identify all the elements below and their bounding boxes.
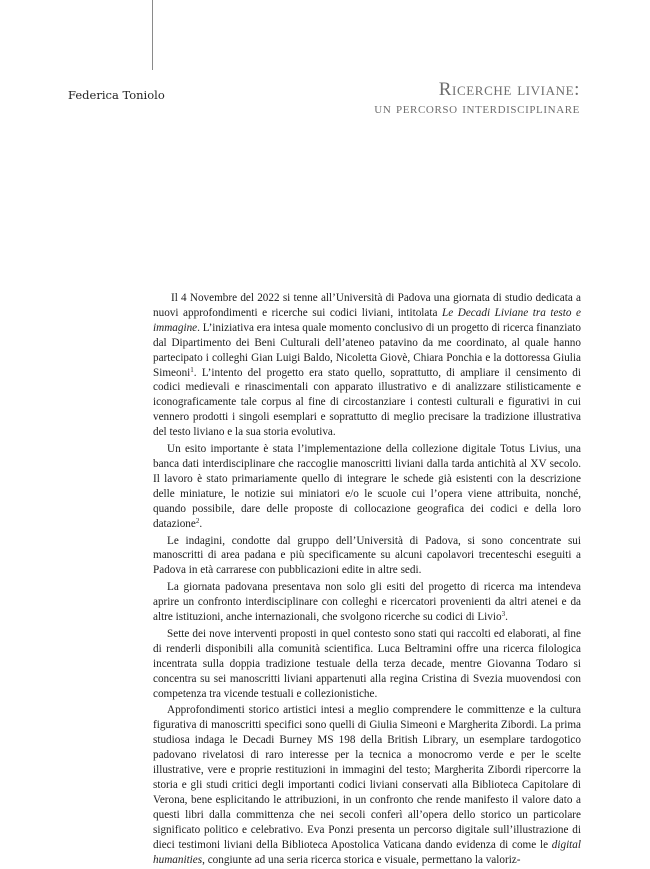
text-run: . L’intento del progetto era stato quello, soprattutto, di ampliare il censimento di codici medievali e rinascimentali con apparato illustrativo e di analizzare stilisticamente e iconograficamente tale corpus al fine di circostanziare i contesti culturali e figurativi in cui vennero prodotti i singoli esemplari e soprattutto di meglio precisare la tradizione illustrativa del testo liviano e la sua storia evolutiva. [153,366,581,439]
paragraph-5 [153,627,581,702]
footnote-ref[interactable]: 2 [195,516,200,525]
text-run: , congiunte ad una seria ricerca storica e visuale, permettano la valoriz- [202,853,521,866]
running-head-author: Federica Toniolo [68,88,165,102]
chapter-title-line1: Ricerche liviane: [438,79,580,100]
chapter-title-line2: un percorso interdisciplinare [374,100,580,117]
text-run: Approfondimenti storico artistici intesi a meglio comprendere le committenze e la cultura figurativa di manoscritti specifici sono quelli di Giulia Simeoni e Margherita Zibordi. La prima studiosa indaga le Decadi Burney MS 198 della British Library, un esemplare tardogotico padovano rivelatosi di raro interesse per la tecnica a monocromo verde e per le scelte illustrative, vere e proprie restituzioni in immagini del testo; Margherita Zibordi ripercorre la storia e gli studi critici degli importanti codici liviani conservati alla Biblioteca Capitolare di Verona, bene esplicitando le attribuzioni, in un confronto che rende manifesto il valore dato a questi libri dalla committenza che nei secoli conferì all’opera dello storico un particolare significato politico e celebrativo. Eva Ponzi presenta un percorso digitale sull’illustrazione di dieci testimoni liviani della Biblioteca Apostolica Vaticana dando evidenza di come le [153,704,581,851]
paragraph-1 [153,291,581,440]
top-rule [152,0,153,70]
text-run: . [199,517,203,530]
body-text [153,291,581,869]
paragraph-2 [153,442,581,531]
paragraph-3 [153,534,581,579]
text-run: Un esito importante è stata l’implementazione della collezione digitale Totus Livius, una banca dati interdisciplinare che raccoglie manoscritti liviani dalla tarda antichità al XV secolo. Il lavoro è stato primariamente quello di integrare le schede già esistenti con la descrizione delle miniature, le notizie sui miniatori e/o le scuole cui l’opera viene attribuita, nonché, quando possibile, dare delle proposte di collocazione geografica dei codici e della loro datazione [153,443,581,530]
paragraph-4 [153,580,581,625]
text-run: . [505,611,508,624]
italic-run: digital humanities [153,838,581,866]
chapter-title [150,80,580,118]
text-run: . L’iniziativa era intesa quale momento conclusivo di un progetto di ricerca finanziato dal Dipartimento dei Beni Culturali dell’ateneo patavino da me coordinato, al quale hanno partecipato i colleghi Gian Luigi Baldo, Nicoletta Giovè, Chiara Ponchia e la dottoressa Giulia Simeoni [153,321,581,379]
footnote-ref[interactable]: 3 [501,610,506,619]
text-run: La giornata padovana presentava non solo gli esiti del progetto di ricerca ma intendeva aprire un confronto interdisciplinare con colleghi e ricercatori provenienti da altri atenei e da altre istituzioni, anche internazionali, che svolgono ricerche su codici di Livio [153,581,581,624]
footnote-ref[interactable]: 1 [190,365,194,374]
italic-run: Le Decadi Liviane tra testo e immagine [153,306,581,334]
text-run: Sette dei nove interventi proposti in quel contesto sono stati qui raccolti ed elaborati, al fine di renderli disponibili alla comunità scientifica. Luca Beltramini offre una ricerca filologica incentrata sulla doppia tradizione testuale della terza decade, mentre Giovanna Todaro si concentra su sei manoscritti liviani appartenuti alla regina Cristina di Svezia muovendosi con competenza tra vicende testuali e collezionistiche. [153,627,581,700]
text-run: Le indagini, condotte dal gruppo dell’Università di Padova, si sono concentrate sui manoscritti di area padana e più specificamente su alcuni capolavori trecenteschi eseguiti a Padova in età carrarese con pubblicazioni edite in altre sedi. [153,534,581,577]
text-run: Il 4 Novembre del 2022 si tenne all’Università di Padova una giornata di studio dedicata a nuovi approfondimenti e ricerche sui codici liviani, intitolata [153,292,581,319]
paragraph-6 [153,703,581,867]
